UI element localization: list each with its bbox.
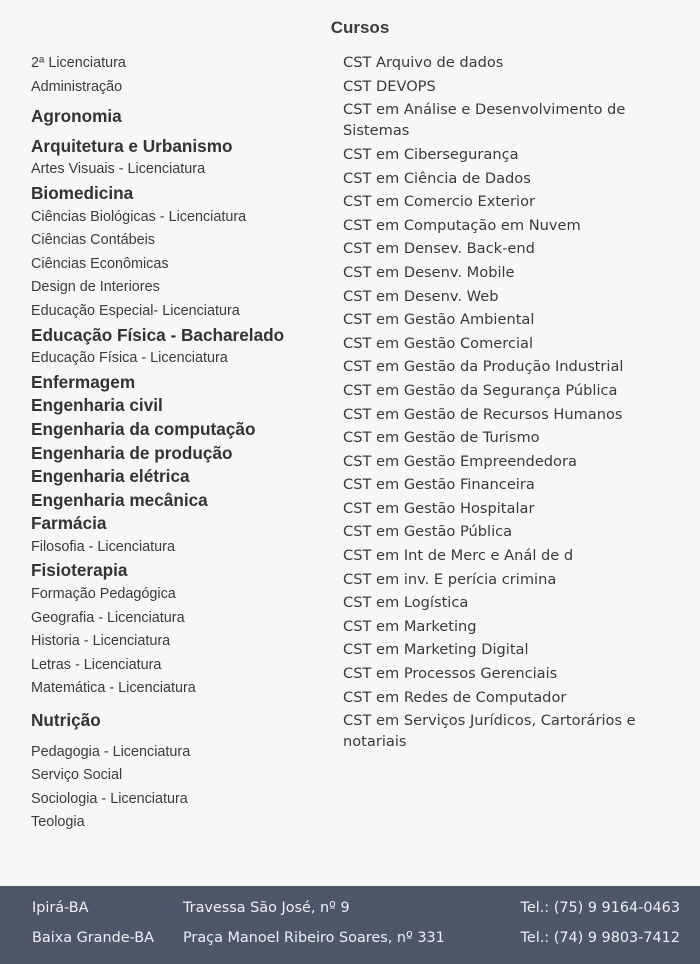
course-ciencias-contabeis: Ciências Contábeis bbox=[31, 232, 155, 249]
course-nutricao: Nutrição bbox=[31, 710, 101, 731]
cst-pericia-criminal: CST em inv. E perícia crimina bbox=[343, 570, 557, 588]
course-pedagogia: Pedagogia - Licenciatura bbox=[31, 743, 191, 760]
cst-servicos-juridicos: CST em Serviços Jurídicos, Cartorários e notariais bbox=[343, 712, 636, 751]
cst-mobile: CST em Desenv. Mobile bbox=[343, 263, 515, 281]
right-course-list bbox=[343, 52, 688, 755]
cst-arquivo-dados: CST Arquivo de dados bbox=[343, 54, 504, 71]
course-sociologia: Sociologia - Licenciatura bbox=[31, 790, 188, 807]
cst-gestao-producao-industrial: CST em Gestão da Produção Industrial bbox=[343, 358, 624, 376]
footer-city: Baixa Grande-BA bbox=[32, 930, 154, 946]
course-teologia: Teologia bbox=[31, 814, 85, 831]
cst-ciencia-dados: CST em Ciência de Dados bbox=[343, 169, 531, 187]
cst-gestao-financeira: CST em Gestão Financeira bbox=[343, 476, 535, 494]
cst-back-end: CST em Densev. Back-end bbox=[343, 240, 535, 258]
course-eng-eletrica: Engenharia elétrica bbox=[31, 466, 190, 487]
cst-gestao-hospitalar: CST em Gestão Hospitalar bbox=[343, 499, 535, 517]
cst-ciberseguranca: CST em Cibersegurança bbox=[343, 145, 519, 163]
course-filosofia: Filosofia - Licenciatura bbox=[31, 538, 175, 555]
course-eng-mecanica: Engenharia mecânica bbox=[31, 489, 208, 510]
cst-computacao-nuvem: CST em Computação em Nuvem bbox=[343, 216, 581, 234]
course-fisioterapia: Fisioterapia bbox=[31, 560, 128, 581]
cst-web: CST em Desenv. Web bbox=[343, 287, 499, 305]
course-educacao-especial: Educação Especial- Licenciatura bbox=[31, 302, 240, 319]
cst-devops: CST DEVOPS bbox=[343, 77, 436, 95]
course-ciencias-economicas: Ciências Econômicas bbox=[31, 255, 169, 272]
course-educacao-fisica-lic: Educação Física - Licenciatura bbox=[31, 350, 228, 367]
footer-row-baixa-grande bbox=[0, 930, 700, 952]
cst-gestao-seguranca-publica: CST em Gestão da Segurança Pública bbox=[343, 381, 618, 399]
footer-address: Travessa São José, nº 9 bbox=[183, 900, 350, 916]
cst-processos-gerenciais: CST em Processos Gerenciais bbox=[343, 665, 558, 683]
course-2a-licenciatura: 2ª Licenciatura bbox=[31, 55, 126, 71]
course-farmacia: Farmácia bbox=[31, 513, 107, 534]
course-enfermagem: Enfermagem bbox=[31, 371, 136, 392]
course-educacao-fisica-bach: Educação Física - Bacharelado bbox=[31, 324, 285, 345]
course-letras: Letras - Licenciatura bbox=[31, 656, 162, 673]
course-biomedicina: Biomedicina bbox=[31, 182, 134, 203]
course-eng-computacao: Engenharia da computação bbox=[31, 418, 256, 439]
cst-gestao-turismo: CST em Gestão de Turismo bbox=[343, 429, 540, 447]
footer-contacts bbox=[0, 886, 700, 964]
course-artes-visuais: Artes Visuais - Licenciatura bbox=[31, 161, 206, 178]
cst-gestao-publica: CST em Gestão Pública bbox=[343, 523, 513, 541]
cst-redes-computador: CST em Redes de Computador bbox=[343, 688, 567, 706]
cst-gestao-ambiental: CST em Gestão Ambiental bbox=[343, 311, 535, 329]
cst-logistica: CST em Logística bbox=[343, 594, 469, 612]
cst-marketing: CST em Marketing bbox=[343, 617, 477, 635]
course-arquitetura: Arquitetura e Urbanismo bbox=[31, 135, 233, 156]
course-historia: Historia - Licenciatura bbox=[31, 633, 171, 650]
course-eng-civil: Engenharia civil bbox=[31, 395, 163, 416]
footer-row-ipira bbox=[0, 900, 700, 922]
course-servico-social: Serviço Social bbox=[31, 767, 123, 784]
left-course-list bbox=[31, 52, 336, 835]
cst-int-merc: CST em Int de Merc e Anál de d bbox=[343, 547, 574, 565]
cst-gestao-recursos-humanos: CST em Gestão de Recursos Humanos bbox=[343, 405, 623, 423]
course-formacao-pedagogica: Formação Pedagógica bbox=[31, 586, 176, 603]
course-ciencias-biologicas: Ciências Biológicas - Licenciatura bbox=[31, 208, 247, 225]
course-administracao: Administração bbox=[31, 78, 123, 95]
footer-city: Ipirá-BA bbox=[32, 900, 89, 916]
footer-phone: Tel.: (74) 9 9803-7412 bbox=[520, 930, 680, 946]
cst-analise-desenvolvimento: CST em Análise e Desenvolvimento de Sistemas bbox=[343, 101, 626, 140]
course-geografia: Geografia - Licenciatura bbox=[31, 609, 185, 626]
cst-gestao-empreendedora: CST em Gestão Empreendedora bbox=[343, 452, 577, 470]
course-design-interiores: Design de Interiores bbox=[31, 279, 160, 296]
page-title: Cursos bbox=[330, 18, 390, 37]
cst-comercio-exterior: CST em Comercio Exterior bbox=[343, 193, 536, 211]
course-matematica: Matemática - Licenciatura bbox=[31, 680, 196, 697]
footer-phone: Tel.: (75) 9 9164-0463 bbox=[520, 900, 680, 916]
course-eng-producao: Engenharia de produção bbox=[31, 442, 233, 463]
footer-address: Praça Manoel Ribeiro Soares, nº 331 bbox=[183, 930, 445, 946]
cst-gestao-comercial: CST em Gestão Comercial bbox=[343, 334, 534, 352]
cst-marketing-digital: CST em Marketing Digital bbox=[343, 641, 529, 659]
course-agronomia: Agronomia bbox=[31, 106, 122, 127]
